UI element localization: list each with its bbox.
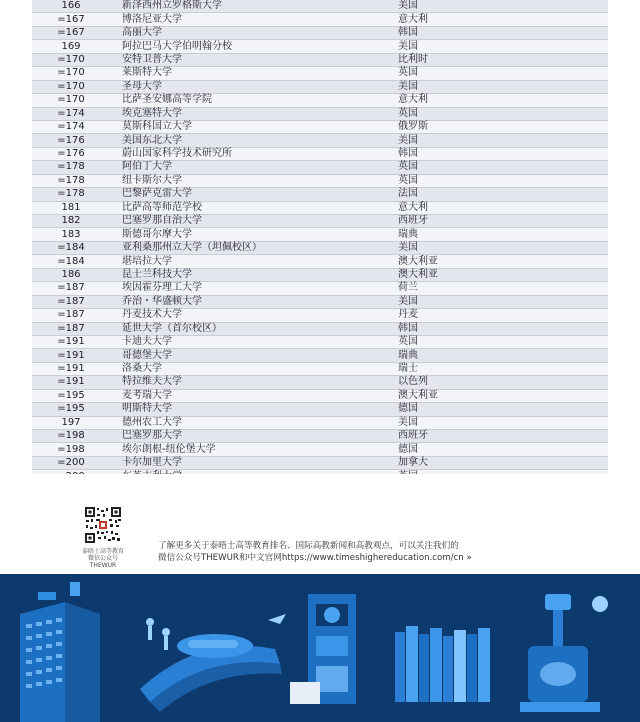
table-row bbox=[32, 26, 608, 39]
university-cell: 丹麦技术大学 bbox=[110, 309, 372, 322]
country-cell: 意大利 bbox=[372, 94, 608, 107]
rank-cell: =170 bbox=[32, 53, 110, 66]
table-row bbox=[32, 215, 608, 228]
campus-illustration bbox=[0, 574, 640, 722]
university-cell: 巴塞罗那自治大学 bbox=[110, 215, 372, 228]
rank-cell: =176 bbox=[32, 134, 110, 147]
table-row bbox=[32, 147, 608, 160]
country-cell: 英国 bbox=[372, 335, 608, 348]
rank-cell: =200 bbox=[32, 456, 110, 469]
table-row bbox=[32, 13, 608, 26]
university-cell: 圣母大学 bbox=[110, 80, 372, 93]
rank-cell: =187 bbox=[32, 295, 110, 308]
university-cell: 明斯特大学 bbox=[110, 403, 372, 416]
university-cell: 纽卡斯尔大学 bbox=[110, 174, 372, 187]
country-cell: 德国 bbox=[372, 403, 608, 416]
table-row bbox=[32, 335, 608, 348]
table-row bbox=[32, 322, 608, 335]
university-cell: 哥德堡大学 bbox=[110, 349, 372, 362]
rank-cell: 183 bbox=[32, 228, 110, 241]
rank-cell: =170 bbox=[32, 94, 110, 107]
country-cell: 法国 bbox=[372, 188, 608, 201]
country-cell: 英国 bbox=[372, 161, 608, 174]
rank-cell: =198 bbox=[32, 430, 110, 443]
table-row bbox=[32, 309, 608, 322]
country-cell: 英国 bbox=[372, 107, 608, 120]
country-cell: 西班牙 bbox=[372, 215, 608, 228]
country-cell: 西班牙 bbox=[372, 430, 608, 443]
rank-cell: =174 bbox=[32, 120, 110, 133]
university-cell: 博洛尼亚大学 bbox=[110, 13, 372, 26]
rank-cell: =191 bbox=[32, 349, 110, 362]
country-cell: 加拿大 bbox=[372, 456, 608, 469]
rank-cell: =195 bbox=[32, 403, 110, 416]
university-cell: 巴黎萨克雷大学 bbox=[110, 188, 372, 201]
country-cell: 俄罗斯 bbox=[372, 120, 608, 133]
rank-cell: =178 bbox=[32, 188, 110, 201]
country-cell: 韩国 bbox=[372, 26, 608, 39]
table-row bbox=[32, 94, 608, 107]
country-cell: 澳大利亚 bbox=[372, 389, 608, 402]
table-row bbox=[32, 107, 608, 120]
university-cell: 阿伯丁大学 bbox=[110, 161, 372, 174]
country-cell: 韩国 bbox=[372, 322, 608, 335]
rank-cell: =187 bbox=[32, 282, 110, 295]
university-cell: 德州农工大学 bbox=[110, 416, 372, 429]
country-cell: 英国 bbox=[372, 174, 608, 187]
country-cell: 比利时 bbox=[372, 53, 608, 66]
rankings-table bbox=[32, 0, 608, 497]
follow-us-text bbox=[158, 540, 578, 564]
qr-caption-line1: 泰晤士高等教育 bbox=[81, 548, 124, 555]
rank-cell: =174 bbox=[32, 107, 110, 120]
table-row bbox=[32, 188, 608, 201]
table-row bbox=[32, 362, 608, 375]
university-cell: 新泽西州立罗格斯大学 bbox=[110, 0, 372, 13]
rank-cell: =167 bbox=[32, 13, 110, 26]
table-row bbox=[32, 201, 608, 214]
table-row bbox=[32, 282, 608, 295]
rank-cell: =170 bbox=[32, 67, 110, 80]
rank-cell: =191 bbox=[32, 376, 110, 389]
country-cell: 意大利 bbox=[372, 13, 608, 26]
country-cell: 英国 bbox=[372, 67, 608, 80]
table-row bbox=[32, 403, 608, 416]
university-cell: 麦考瑞大学 bbox=[110, 389, 372, 402]
rank-cell: =178 bbox=[32, 161, 110, 174]
rank-cell: =198 bbox=[32, 443, 110, 456]
country-cell: 以色列 bbox=[372, 376, 608, 389]
university-cell: 卡迪夫大学 bbox=[110, 335, 372, 348]
qr-caption-line2: 微信公众号 bbox=[87, 555, 118, 562]
country-cell: 韩国 bbox=[372, 147, 608, 160]
rank-cell: =191 bbox=[32, 335, 110, 348]
country-cell: 美国 bbox=[372, 0, 608, 13]
table-row bbox=[32, 0, 608, 13]
university-cell: 高丽大学 bbox=[110, 26, 372, 39]
university-cell: 莫斯科国立大学 bbox=[110, 120, 372, 133]
university-cell: 阿拉巴马大学伯明翰分校 bbox=[110, 40, 372, 53]
university-cell: 埃克塞特大学 bbox=[110, 107, 372, 120]
country-cell: 美国 bbox=[372, 416, 608, 429]
university-cell: 蔚山国家科学技术研究所 bbox=[110, 147, 372, 160]
university-cell: 延世大学（首尔校区） bbox=[110, 322, 372, 335]
rank-cell: =195 bbox=[32, 389, 110, 402]
table-row bbox=[32, 67, 608, 80]
university-cell: 昆士兰科技大学 bbox=[110, 268, 372, 281]
rankings-table-body bbox=[32, 0, 608, 497]
rankings-table-container bbox=[32, 0, 608, 474]
country-cell: 美国 bbox=[372, 80, 608, 93]
country-cell: 意大利 bbox=[372, 201, 608, 214]
qr-caption-line3: THEWUR bbox=[89, 562, 117, 569]
table-row bbox=[32, 120, 608, 133]
university-cell: 卡尔加里大学 bbox=[110, 456, 372, 469]
table-row bbox=[32, 161, 608, 174]
university-cell: 埃尔朗根-纽伦堡大学 bbox=[110, 443, 372, 456]
follow-text-line2[interactable]: 微信公众号THEWUR和中文官网https://www.timeshighereducation.com/cn » bbox=[158, 553, 472, 563]
university-cell: 乔治・华盛顿大学 bbox=[110, 295, 372, 308]
country-cell: 美国 bbox=[372, 295, 608, 308]
table-row bbox=[32, 376, 608, 389]
university-cell: 美国东北大学 bbox=[110, 134, 372, 147]
table-row bbox=[32, 430, 608, 443]
country-cell: 美国 bbox=[372, 134, 608, 147]
university-cell: 巴塞罗那大学 bbox=[110, 430, 372, 443]
rank-cell: =184 bbox=[32, 241, 110, 254]
country-cell: 德国 bbox=[372, 443, 608, 456]
rank-cell: 166 bbox=[32, 0, 110, 13]
university-cell: 比萨圣安娜高等学院 bbox=[110, 94, 372, 107]
rank-cell: 186 bbox=[32, 268, 110, 281]
footer bbox=[0, 474, 640, 574]
country-cell: 瑞典 bbox=[372, 349, 608, 362]
country-cell: 丹麦 bbox=[372, 309, 608, 322]
table-row bbox=[32, 443, 608, 456]
table-row bbox=[32, 268, 608, 281]
rank-cell: 197 bbox=[32, 416, 110, 429]
qr-code-icon bbox=[84, 506, 122, 544]
country-cell: 瑞典 bbox=[372, 228, 608, 241]
university-cell: 比萨高等师范学校 bbox=[110, 201, 372, 214]
university-cell: 安特卫普大学 bbox=[110, 53, 372, 66]
rank-cell: =170 bbox=[32, 80, 110, 93]
rank-cell: =187 bbox=[32, 309, 110, 322]
table-row bbox=[32, 295, 608, 308]
country-cell: 美国 bbox=[372, 241, 608, 254]
country-cell: 澳大利亚 bbox=[372, 268, 608, 281]
university-cell: 堪培拉大学 bbox=[110, 255, 372, 268]
rank-cell: =187 bbox=[32, 322, 110, 335]
rank-cell: =167 bbox=[32, 26, 110, 39]
university-cell: 亚利桑那州立大学（坦佩校区） bbox=[110, 241, 372, 254]
table-row bbox=[32, 389, 608, 402]
country-cell: 瑞士 bbox=[372, 362, 608, 375]
university-cell: 洛桑大学 bbox=[110, 362, 372, 375]
qr-caption bbox=[72, 548, 134, 569]
university-cell: 特拉维夫大学 bbox=[110, 376, 372, 389]
table-row bbox=[32, 241, 608, 254]
table-row bbox=[32, 255, 608, 268]
rank-cell: 169 bbox=[32, 40, 110, 53]
table-row bbox=[32, 174, 608, 187]
follow-text-line1: 了解更多关于泰晤士高等教育排名、国际高教新闻和高教观点，可以关注我们的 bbox=[158, 541, 459, 551]
rank-cell: =184 bbox=[32, 255, 110, 268]
country-cell: 美国 bbox=[372, 40, 608, 53]
rank-cell: 182 bbox=[32, 215, 110, 228]
table-row bbox=[32, 416, 608, 429]
university-cell: 斯德哥尔摩大学 bbox=[110, 228, 372, 241]
table-row bbox=[32, 53, 608, 66]
rank-cell: =178 bbox=[32, 174, 110, 187]
table-row bbox=[32, 80, 608, 93]
rank-cell: =191 bbox=[32, 362, 110, 375]
table-row bbox=[32, 134, 608, 147]
table-row bbox=[32, 228, 608, 241]
university-cell: 莱斯特大学 bbox=[110, 67, 372, 80]
country-cell: 澳大利亚 bbox=[372, 255, 608, 268]
table-row bbox=[32, 40, 608, 53]
university-cell: 埃因霍芬理工大学 bbox=[110, 282, 372, 295]
table-row bbox=[32, 456, 608, 469]
rank-cell: =176 bbox=[32, 147, 110, 160]
table-row bbox=[32, 349, 608, 362]
rank-cell: 181 bbox=[32, 201, 110, 214]
country-cell: 荷兰 bbox=[372, 282, 608, 295]
